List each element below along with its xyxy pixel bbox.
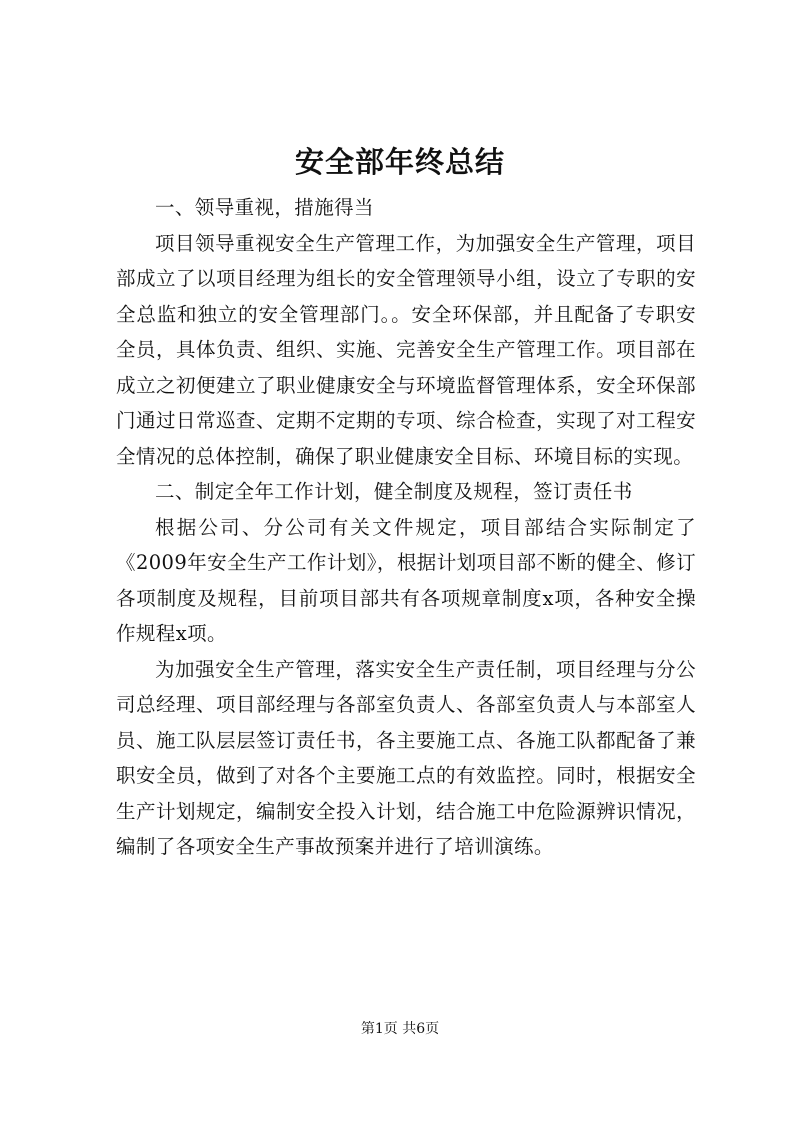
section-heading-2: 二、制定全年工作计划，健全制度及规程，签订责任书 (155, 480, 633, 503)
body-paragraph-2: 根据公司、分公司有关文件规定，项目部结合实际制定了《2009年安全生产工作计划》，根据计划项目部不断的健全、修订各项制度及规程，目前项目部共有各项规章制度x项，各种安全操作规程x项。 (116, 515, 696, 645)
page-footer: 第1页 共6页 (360, 1021, 440, 1037)
body-paragraph-1: 项目领导重视安全生产管理工作，为加强安全生产管理，项目部成立了以项目经理为组长的安全管理领导小组，设立了专职的安全总监和独立的安全管理部门。。安全环保部，并且配备了专职安全员，具体负责、组织、实施、完善安全生产管理工作。项目部在成立之初便建立了职业健康安全与环境监督管理体系，安全环保部门通过日常巡查、定期不定期的专项、综合检查，实现了对工程安全情况的总体控制，确保了职业健康安全目标、环境目标的实现。 (116, 231, 696, 468)
body-paragraph-3: 为加强安全生产管理，落实安全生产责任制，项目经理与分公司总经理、项目部经理与各部室负责人、各部室负责人与本部室人员、施工队层层签订责任书，各主要施工点、各施工队都配备了兼职安全员，做到了对各个主要施工点的有效监控。同时，根据安全生产计划规定，编制安全投入计划，结合施工中危险源辨识情况，编制了各项安全生产事故预案并进行了培训演练。 (116, 657, 696, 858)
document-body (116, 190, 696, 865)
document-title: 安全部年终总结 (294, 145, 505, 179)
section-heading-1: 一、领导重视，措施得当 (155, 196, 374, 219)
